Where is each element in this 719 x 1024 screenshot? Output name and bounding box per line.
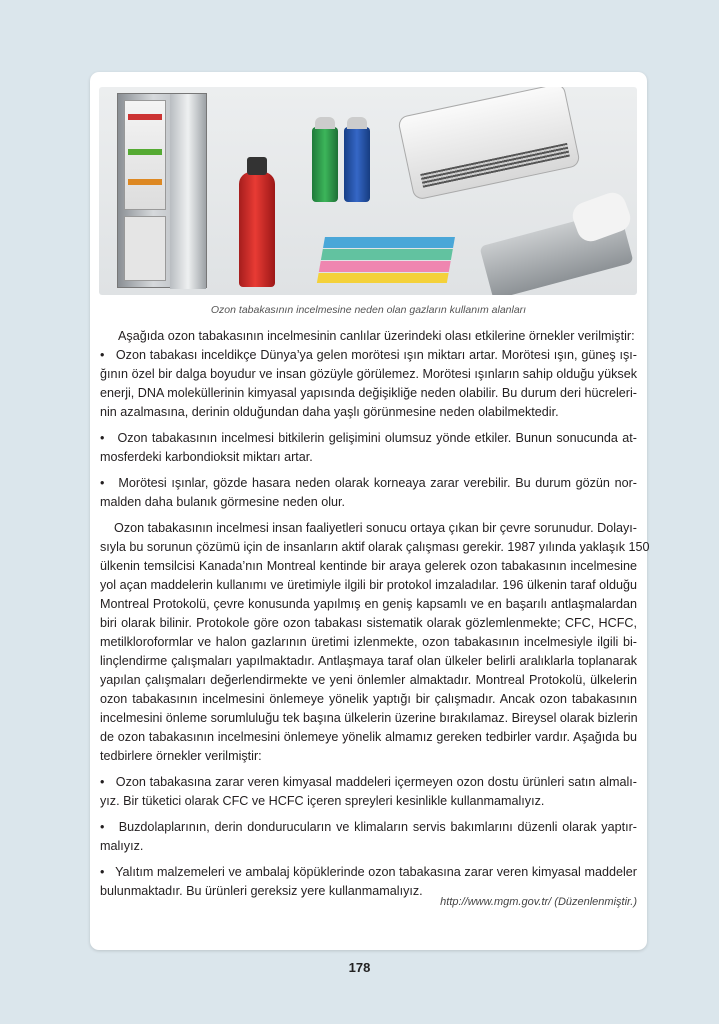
- text-line: sıyla bu sorunun çözümü için de insanların aktif olarak çalışması gerekir. 1987 yılında yaklaşık 150: [100, 540, 650, 554]
- effect-bullet-item: [100, 474, 637, 512]
- text-line: • Ozon tabakası inceldikçe Dünya’ya gelen morötesi ışın miktarı artar. Morötesi ışın, güneş ışı-: [100, 348, 637, 362]
- text-line: yız. Bir tüketici olarak CFC ve HCFC içeren spreyleri kesinlikle kullanmamalıyız.: [100, 794, 545, 808]
- text-line: metilkloroformlar ve halon gazlarının üretimi izlenmekte, ozon tabakasının incelmesiyle ilgili bi-: [100, 635, 637, 649]
- air-conditioner-image: [397, 87, 581, 201]
- text-line: • Yalıtım malzemeleri ve ambalaj köpüklerinde ozon tabakasına zarar veren kimyasal maddeler: [100, 865, 637, 879]
- effect-bullet-item: [100, 346, 637, 422]
- figure-caption: Ozon tabakasının incelmesine neden olan gazların kullanım alanları: [210, 304, 527, 316]
- text-line: • Ozon tabakasının incelmesi bitkilerin gelişimini olumsuz yönde etkiler. Bunun sonucunda at-: [100, 431, 637, 445]
- text-line: Aşağıda ozon tabakasının incelmesinin canlılar üzerindeki olası etkilerine örnekler verilmiştir:: [118, 329, 635, 343]
- text-line: • Ozon tabakasına zarar veren kimyasal maddeleri içermeyen ozon dostu ürünleri satın almalı-: [100, 775, 637, 789]
- text-line: ozon tabakasının incelmesini önlemeye yönelik yaptığı bir çalışmadır. Ancak ozon tabakasının: [100, 692, 637, 706]
- refrigerator-image: [117, 93, 207, 288]
- text-line: ülkenin temsilcisi Kanada’nın Montreal kentinde bir araya gelerek ozon tabakasının incelmesine: [100, 559, 637, 573]
- text-line: yol açan maddelerin kullanımı ve üretimiyle ilgili bir protokol imzaladılar. 196 ülkenin taraf olduğu: [100, 578, 637, 592]
- text-line: linçlendirme çalışmaları yapılmaktadır. Antlaşmaya taraf olan ülkeler belirli aralıklarla toplanarak: [100, 654, 637, 668]
- effect-bullet-item: [100, 429, 637, 467]
- text-line: ğının özel bir dalga boyudur ve insan gözüyle görülemez. Morötesi ışınların sahip olduğu yüksek: [100, 367, 637, 381]
- text-line: de ozon tabakasının incelmesini önlemeye yönelik almamız gereken tedbirler vardır. Aşağıda bu: [100, 730, 637, 744]
- text-line: nin azalmasına, derinin olduğundan daha yaşlı görünmesine neden olabilmektedir.: [100, 405, 559, 419]
- montreal-paragraph: [100, 519, 650, 766]
- body-text: [100, 327, 650, 908]
- page-number: 178: [348, 960, 371, 975]
- text-line: Ozon tabakasının incelmesi insan faaliyetleri sonucu ortaya çıkan bir çevre sorunudur. Dolayı-: [100, 521, 637, 535]
- text-line: mosferdeki karbondioksit miktarı artar.: [100, 450, 313, 464]
- text-line: tedbirlere örnekler verilmiştir:: [100, 749, 262, 763]
- text-line: enerji, DNA moleküllerinin kimyasal yapısında değişikliğe neden olabilir. Bu durum deri hücreleri-: [100, 386, 637, 400]
- text-line: incelmesini önleme sorumluluğu tek başına ülkelerin üzerine bırakılamaz. Bireysel olarak bizlerin: [100, 711, 638, 725]
- text-line: yapılan çalışmaları değerlendirmekte ve yeni önlemler almaktadır. Montreal Protokolü, ülkelerin: [100, 673, 637, 687]
- page-card: [90, 72, 650, 950]
- text-line: biri olarak bilinir. Protokole göre ozon tabakası sistematik olarak gözlemlenmekte; CFC, HCFC,: [100, 616, 637, 630]
- sponges-image: [317, 237, 455, 282]
- spray-can-green-image: [312, 127, 338, 202]
- precaution-bullet-item: [100, 818, 637, 856]
- figure-photo: [99, 87, 637, 295]
- fire-extinguisher-image: [239, 172, 275, 287]
- text-line: malıyız.: [100, 839, 144, 853]
- source-citation: http://www.mgm.gov.tr/ (Düzenlenmiştir.): [440, 896, 637, 908]
- text-line: • Morötesi ışınlar, gözde hasara neden olarak korneaya zarar verebilir. Bu durum gözün nor-: [100, 476, 637, 490]
- text-line: Montreal Protokolü, çevre konusunda yapılmış en geniş kapsamlı ve en başarılı antlaşmalardan: [100, 597, 637, 611]
- text-line: • Buzdolaplarının, derin dondurucuların ve klimaların servis bakımlarını düzenli olarak yaptır-: [100, 820, 637, 834]
- spray-can-blue-image: [344, 127, 370, 202]
- text-line: malden daha bulanık görmesine neden olur.: [100, 495, 346, 509]
- intro-paragraph: [100, 327, 637, 346]
- precaution-bullet-item: [100, 773, 637, 811]
- text-line: bulunmaktadır. Bu ürünleri gereksiz yere kullanmamalıyız.: [100, 884, 423, 898]
